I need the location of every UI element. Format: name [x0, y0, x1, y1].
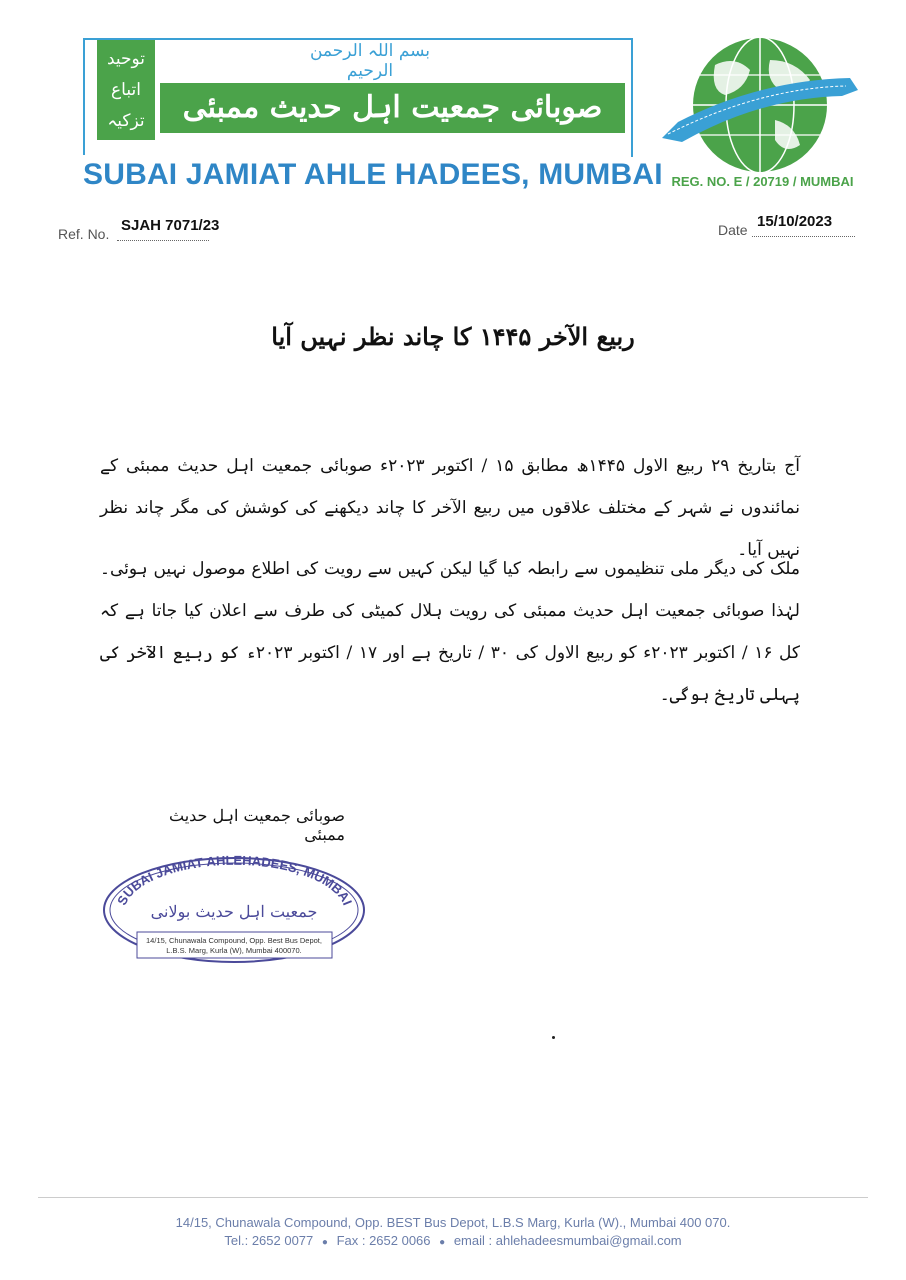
footer-fax: Fax : 2652 0066: [336, 1233, 431, 1248]
tagline-line: توحید: [106, 48, 146, 69]
body-paragraph: ملک کی دیگر ملی تنظیموں سے رابطہ کیا گیا لیکن کہیں سے رویت کی اطلاع موصول نہیں ہوئی۔ لہٰذا صوبائی جمعیت اہل حدیث ممبئی کی رویت ہلال کمیٹی کی طرف سے اعلان کیا جاتا ہے کہ کل ۱۶ / اکتوبر ۲۰۲۳ء کو ربیع الاول کی ۳۰ / تاریخ ہے اور ۱۷ / اکتوبر ۲۰۲۳ء کو ربیع الآخر کی پہلی تاریخ ہوگی۔: [100, 559, 801, 705]
footer-divider: [38, 1197, 868, 1198]
bullet-icon: ●: [439, 1237, 446, 1248]
signature-organization: صوبائی جمعیت اہل حدیث ممبئی: [168, 806, 345, 844]
body-paragraph: آج بتاریخ ۲۹ ربیع الاول ۱۴۴۵ھ مطابق ۱۵ / اکتوبر ۲۰۲۳ء صوبائی جمعیت اہل حدیث ممبئی کے نمائندوں نے شہر کے مختلف علاقوں میں ربیع الآخر کا چاند دیکھنے کی کوشش کی مگر چاند نظر نہیں آیا۔: [100, 456, 801, 560]
footer-email: email : ahlehadeesmumbai@gmail.com: [453, 1233, 682, 1248]
stamp-address-line: 14/15, Chunawala Compound, Opp. Best Bus Depot,: [146, 936, 322, 945]
bullet-icon: ●: [321, 1237, 328, 1248]
tagline-line: تزکیہ: [107, 110, 145, 131]
footer-address: 14/15, Chunawala Compound, Opp. BEST Bus Depot, L.B.S Marg, Kurla (W)., Mumbai 400 070.: [175, 1215, 731, 1230]
bismillah: بسم اللہ الرحمن الرحیم: [309, 41, 431, 81]
tagline-box: [97, 40, 155, 140]
footer-tel: Tel.: 2652 0077: [224, 1233, 314, 1248]
stamp-center-text: جمعیت اہل حدیث بولانی: [150, 902, 318, 921]
urdu-organization-title: صوبائی جمعیت اہل حدیث ممبئی: [160, 83, 625, 133]
organization-stamp: [102, 855, 367, 965]
globe-logo-icon: [660, 30, 860, 180]
ref-label: Ref. No.: [58, 226, 110, 242]
registration-number: REG. NO. E / 20719 / MUMBAI: [671, 174, 854, 189]
tagline-line: اتباع: [111, 79, 141, 100]
footer-contact: [0, 1233, 906, 1248]
stamp-arc-text: SUBAI JAMIAT AHLEHADEES, MUMBAI: [114, 855, 356, 908]
stamp-address-line: L.B.S. Marg, Kurla (W), Mumbai 400070.: [166, 946, 302, 955]
document-heading: ربیع الآخر ۱۴۴۵ کا چاند نظر نہیں آیا: [271, 322, 635, 351]
stray-dot: [552, 1036, 555, 1039]
date-value: 15/10/2023: [757, 213, 833, 230]
date-label: Date: [718, 222, 748, 238]
english-organization-title: SUBAI JAMIAT AHLE HADEES, MUMBAI: [83, 158, 663, 191]
ref-value: SJAH 7071/23: [121, 217, 220, 234]
